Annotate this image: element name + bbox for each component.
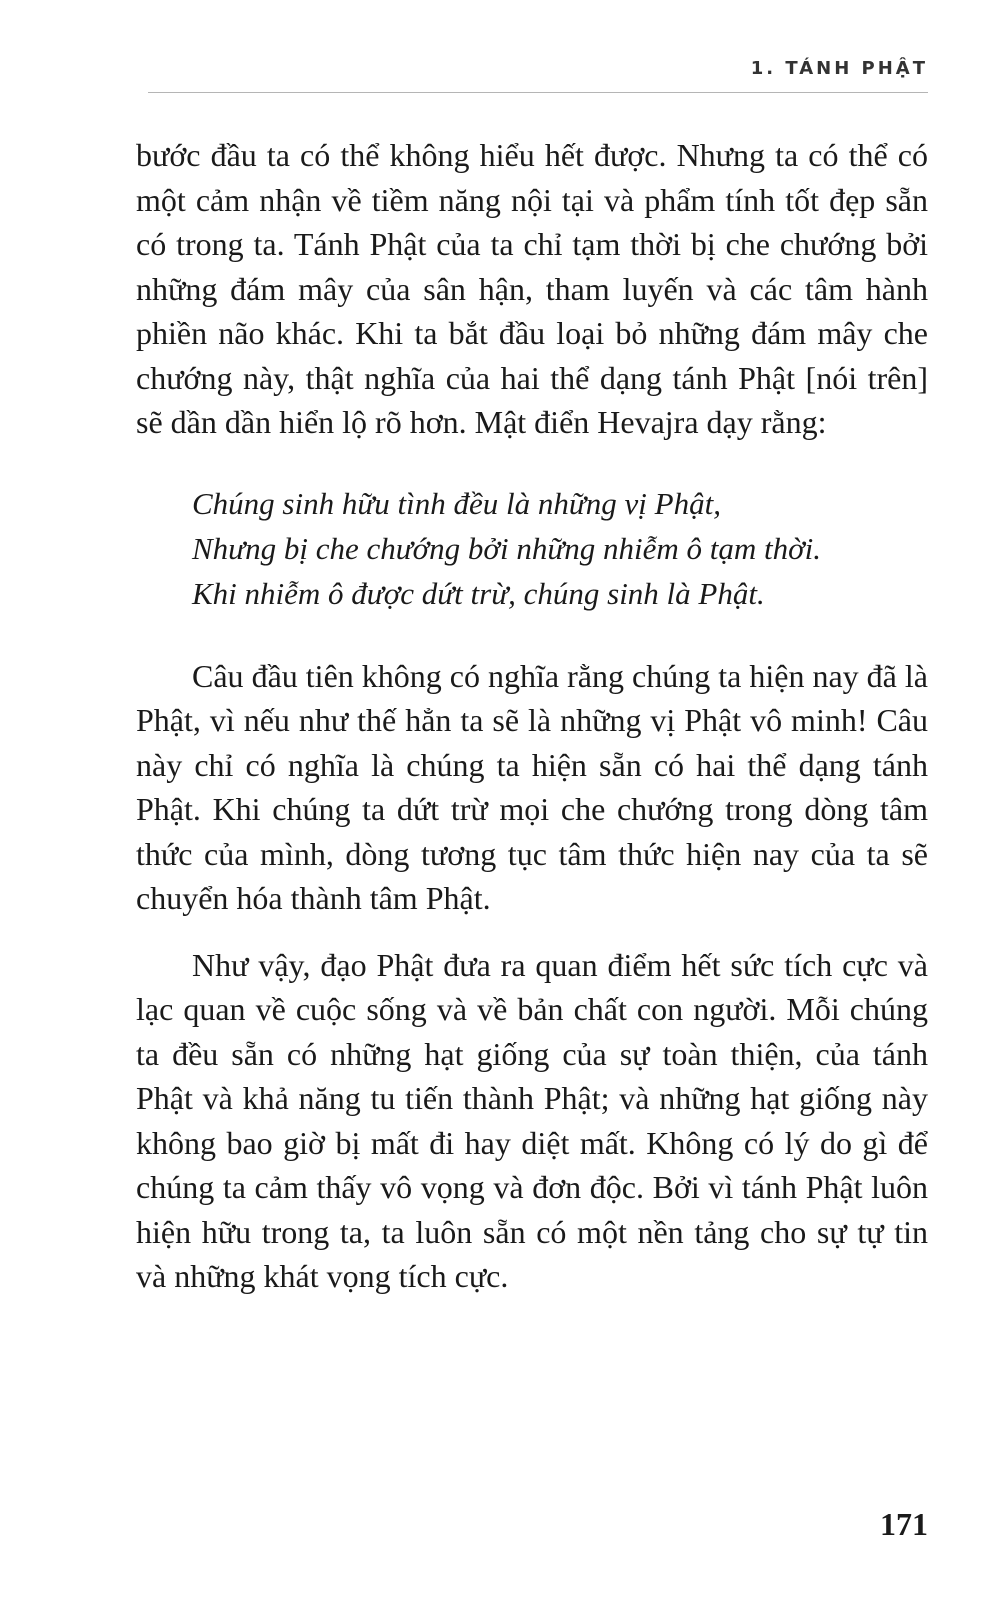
paragraph-2: Câu đầu tiên không có nghĩa rằng chúng ta hiện nay đã là Phật, vì nếu như thế hẳn ta sẽ là những vị Phật vô minh! Câu này chỉ có nghĩa là chúng ta hiện sẵn có hai thể dạng tánh Phật. Khi chúng ta dứt trừ mọi che chướng trong dòng tâm thức của mình, dòng tương tục tâm thức hiện nay của ta sẽ chuyển hóa thành tâm Phật. [136, 657, 928, 916]
verse-line-1: Chúng sinh hữu tình đều là những vị Phật, [192, 485, 721, 521]
verse-line-3: Khi nhiễm ô được dứt trừ, chúng sinh là Phật. [192, 575, 765, 611]
running-head-title: 1. TÁNH PHẬT [750, 58, 928, 79]
page-body [136, 133, 928, 1299]
verse-line-2: Nhưng bị che chướng bởi những nhiễm ô tạm thời. [192, 530, 822, 566]
verse-quote [192, 481, 928, 616]
header-divider [148, 92, 928, 93]
page-number: 171 [880, 1506, 928, 1542]
paragraph-continued: bước đầu ta có thể không hiểu hết được. Nhưng ta có thể có một cảm nhận về tiềm năng nội tại và phẩm tính tốt đẹp sẵn có trong ta. Tánh Phật của ta chỉ tạm thời bị che chướng bởi những đám mây của sân hận, tham luyến và các tâm hành phiền não khác. Khi ta bắt đầu loại bỏ những đám mây che chướng này, thật nghĩa của hai thể dạng tánh Phật [nói trên] sẽ dần dần hiển lộ rõ hơn. Mật điển Hevajra dạy rằng: [136, 137, 928, 440]
paragraph-3: Như vậy, đạo Phật đưa ra quan điểm hết sức tích cực và lạc quan về cuộc sống và về bản chất con người. Mỗi chúng ta đều sẵn có những hạt giống của sự toàn thiện, của tánh Phật và khả năng tu tiến thành Phật; và những hạt giống này không bao giờ bị mất đi hay diệt mất. Không có lý do gì để chúng ta cảm thấy vô vọng và đơn độc. Bởi vì tánh Phật luôn hiện hữu trong ta, ta luôn sẵn có một nền tảng cho sự tự tin và những khát vọng tích cực. [136, 946, 928, 1294]
